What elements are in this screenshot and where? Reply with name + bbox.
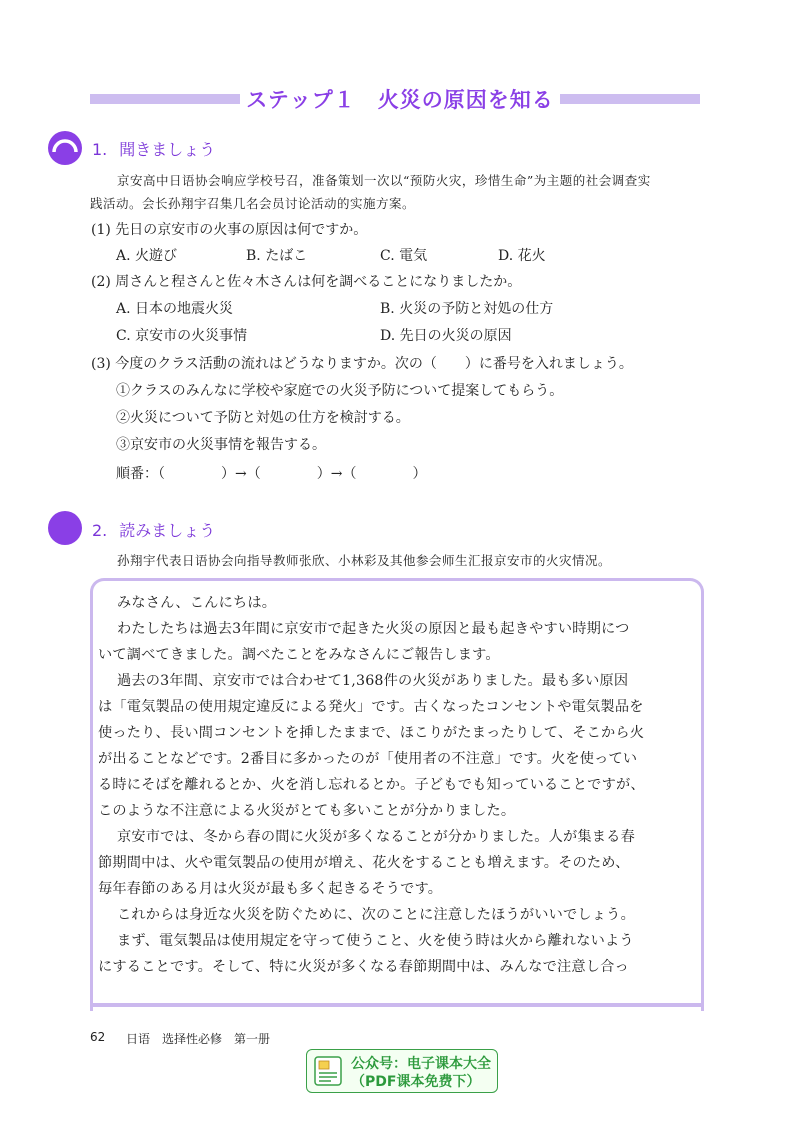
q3-item-3: ③京安市の火災事情を報告する。 xyxy=(116,437,326,453)
q2-option-a: A. 日本の地震火災 xyxy=(116,301,234,317)
q1-option-b: B. たばこ xyxy=(246,248,308,264)
watermark-line-1: 公众号：电子课本大全 xyxy=(351,1056,491,1072)
passage-line: 過去の3年間、京安市では合わせて1,368件の火災がありました。最も多い原因 xyxy=(117,673,629,689)
passage-line: みなさん、こんにちは。 xyxy=(117,595,277,611)
passage-line: 使ったり、長い間コンセントを挿したままで、ほこりがたまったりして、そこから火 xyxy=(98,725,645,741)
listen-icon xyxy=(47,130,83,166)
section-1-intro-line-1: 京安高中日语协会响应学校号召，准备策划一次以“预防火灾，珍惜生命”为主题的社会调查实 xyxy=(117,173,651,188)
section-2-number: 2. xyxy=(92,521,108,540)
q1-option-c: C. 電気 xyxy=(380,248,428,264)
reading-box-bottom-rule xyxy=(90,1003,704,1007)
passage-line: は「電気製品の使用規定違反による発火」です。古くなったコンセントや電気製品を xyxy=(98,699,644,715)
q2-option-c: C. 京安市の火災事情 xyxy=(116,328,248,344)
passage-line: 節期間中は、火や電気製品の使用が増え、花火をすることも増えます。そのため、 xyxy=(98,855,630,871)
q1-option-a: A. 火遊び xyxy=(116,248,178,264)
section-2-heading xyxy=(92,518,215,541)
section-2-title: 読みましょう xyxy=(119,521,216,540)
section-1-title: 聞きましょう xyxy=(119,140,216,159)
passage-line: このような不注意による火災がとても多いことが分かりました。 xyxy=(98,803,516,819)
question-2: (2) 周さんと程さんと佐々木さんは何を調べることになりましたか。 xyxy=(91,274,522,290)
passage-line: まず、電気製品は使用規定を守って使うこと、火を使う時は火から離れないよう xyxy=(117,933,634,949)
q3-order-answer[interactable]: 順番：（ ）→（ ）→（ ） xyxy=(116,466,427,482)
reading-passage xyxy=(98,590,687,980)
page-number: 62 xyxy=(90,1030,106,1044)
passage-line: わたしたちは過去3年間に京安市で起きた火災の原因と最も起きやすい時期につ xyxy=(117,621,630,637)
passage-line: 京安市では、冬から春の間に火災が多くなることが分かりました。人が集まる春 xyxy=(117,829,635,845)
passage-line: る時にそばを離れるとか、火を消し忘れるとか。子どもでも知っていることですが、 xyxy=(98,777,645,793)
passage-line: これからは身近な火災を防ぐために、次のことに注意したほうがいいでしょう。 xyxy=(117,907,635,923)
section-1-heading xyxy=(92,137,215,160)
page-title: ステップ１ 火災の原因を知る xyxy=(246,88,554,112)
book-phone-icon xyxy=(313,1055,343,1087)
q3-item-2: ②火災について予防と対処の仕方を検討する。 xyxy=(116,410,410,426)
section-2-intro: 孙翔宇代表日语协会向指导教师张欣、小林彩及其他参会师生汇报京安市的火灾情况。 xyxy=(117,553,612,568)
book-title: 日语 选择性必修 第一册 xyxy=(126,1032,271,1046)
read-icon xyxy=(47,510,83,546)
section-1-intro-line-2: 践活动。会长孙翔宇召集几名会员讨论活动的实施方案。 xyxy=(90,196,416,211)
q2-option-b: B. 火災の予防と対処の仕方 xyxy=(380,301,554,317)
question-1: (1) 先日の京安市の火事の原因は何ですか。 xyxy=(91,222,368,238)
watermark-line-2: （PDF课本免费下） xyxy=(351,1074,481,1090)
question-3: (3) 今度のクラス活動の流れはどうなりますか。次の（ ）に番号を入れましょう。 xyxy=(91,356,633,372)
section-1-number: 1. xyxy=(92,140,108,159)
passage-line: 毎年春節のある月は火災が最も多く起きるそうです。 xyxy=(98,881,443,897)
q3-item-1: ①クラスのみんなに学校や家庭での火災予防について提案してもらう。 xyxy=(116,383,564,399)
passage-line: が出ることなどです。2番目に多かったのが「使用者の不注意」です。火を使ってい xyxy=(98,751,638,767)
passage-line: にすることです。そして、特に火災が多くなる春節期間中は、みんなで注意し合っ xyxy=(98,959,629,975)
passage-line: いて調べてきました。調べたことをみなさんにご報告します。 xyxy=(98,647,500,663)
watermark-stamp xyxy=(306,1049,498,1093)
q1-option-d: D. 花火 xyxy=(498,248,546,264)
q2-option-d: D. 先日の火災の原因 xyxy=(380,328,512,344)
